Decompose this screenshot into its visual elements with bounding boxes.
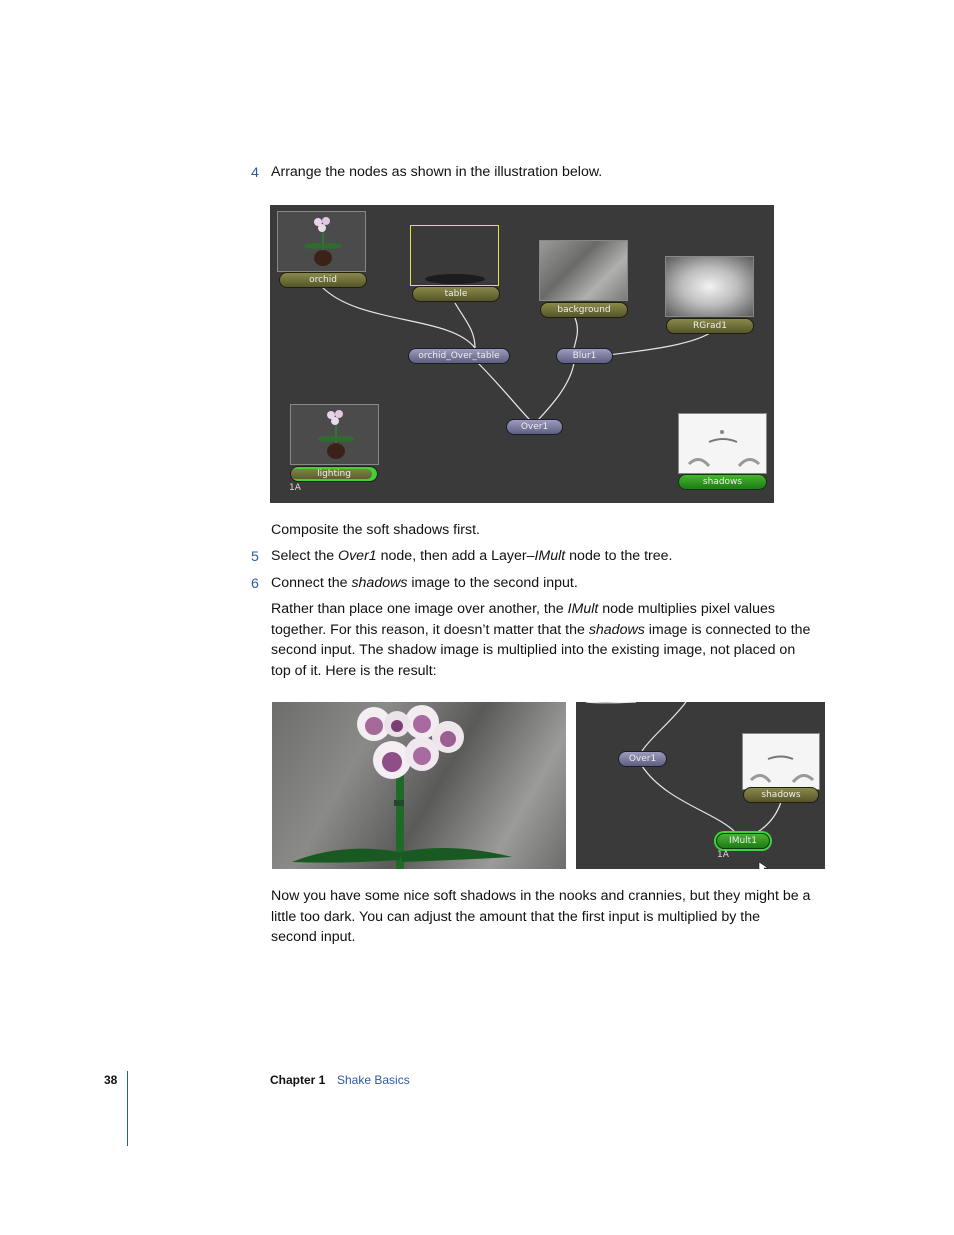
adjust-amount-paragraph: Now you have some nice soft shadows in the nooks and crannies, but they might be a little too dark. You can adjust the amount that the first input is multiplied by the second input. <box>271 888 811 945</box>
footer-section-link[interactable]: Shake Basics <box>337 1073 410 1087</box>
step-6-text: Connect the shadows image to the second input. <box>271 575 578 591</box>
result-node-over1[interactable]: Over1 <box>618 751 667 767</box>
footer-chapter: Chapter 1 <box>270 1073 326 1087</box>
composite-paragraph: Composite the soft shadows first. <box>271 522 480 538</box>
node-lighting[interactable]: lighting <box>290 466 378 482</box>
node-rgrad1[interactable]: RGrad1 <box>666 318 754 334</box>
table-icon <box>411 226 498 285</box>
table-thumbnail <box>410 225 499 286</box>
page-number: 38 <box>104 1073 118 1087</box>
background-thumbnail <box>539 240 628 301</box>
lighting-thumbnail <box>290 404 379 465</box>
result-shadows-icon <box>743 734 819 789</box>
result-shadows-thumbnail <box>742 733 820 790</box>
node-table[interactable]: table <box>412 286 500 302</box>
node-orchid[interactable]: orchid <box>279 272 367 288</box>
node-tree-figure <box>270 205 774 503</box>
result-node-tree-figure <box>576 702 825 869</box>
node-over1[interactable]: Over1 <box>506 419 563 435</box>
node-background[interactable]: background <box>540 302 628 318</box>
result-node-imult1[interactable]: IMult1 <box>716 833 770 849</box>
footer-rule <box>127 1071 128 1146</box>
node-blur1[interactable]: Blur1 <box>556 348 613 364</box>
rgrad-thumbnail <box>665 256 754 317</box>
step-5-text: Select the Over1 node, then add a Layer–IMult node to the tree. <box>271 548 673 564</box>
shadows-thumbnail <box>678 413 767 474</box>
orchid-icon <box>278 212 365 271</box>
imult-explanation-paragraph: Rather than place one image over another, the IMult node multiplies pixel values together. For this reason, it doesn’t matter that the shadows image is connected to the second input. The shadow image is multiplied into the existing image, not placed on top of it. Here is the result: <box>271 601 811 679</box>
node-shadows[interactable]: shadows <box>678 474 767 490</box>
step-4-text: Arrange the nodes as shown in the illustration below. <box>271 164 603 180</box>
orchid-thumbnail <box>277 211 366 272</box>
step-number-4: 4 <box>251 165 259 181</box>
result-node-shadows[interactable]: shadows <box>743 787 819 803</box>
step-number-6: 6 <box>251 576 259 592</box>
orchid-render-icon <box>272 702 566 869</box>
step-number-5: 5 <box>251 549 259 565</box>
result-view-tag: 1A <box>717 850 729 860</box>
result-render-image <box>272 702 566 869</box>
node-orchid-over-table[interactable]: orchid_Over_table <box>408 348 510 364</box>
shadows-icon <box>679 414 766 473</box>
lighting-orchid-icon <box>291 405 378 464</box>
lighting-view-tag: 1A <box>289 483 301 493</box>
